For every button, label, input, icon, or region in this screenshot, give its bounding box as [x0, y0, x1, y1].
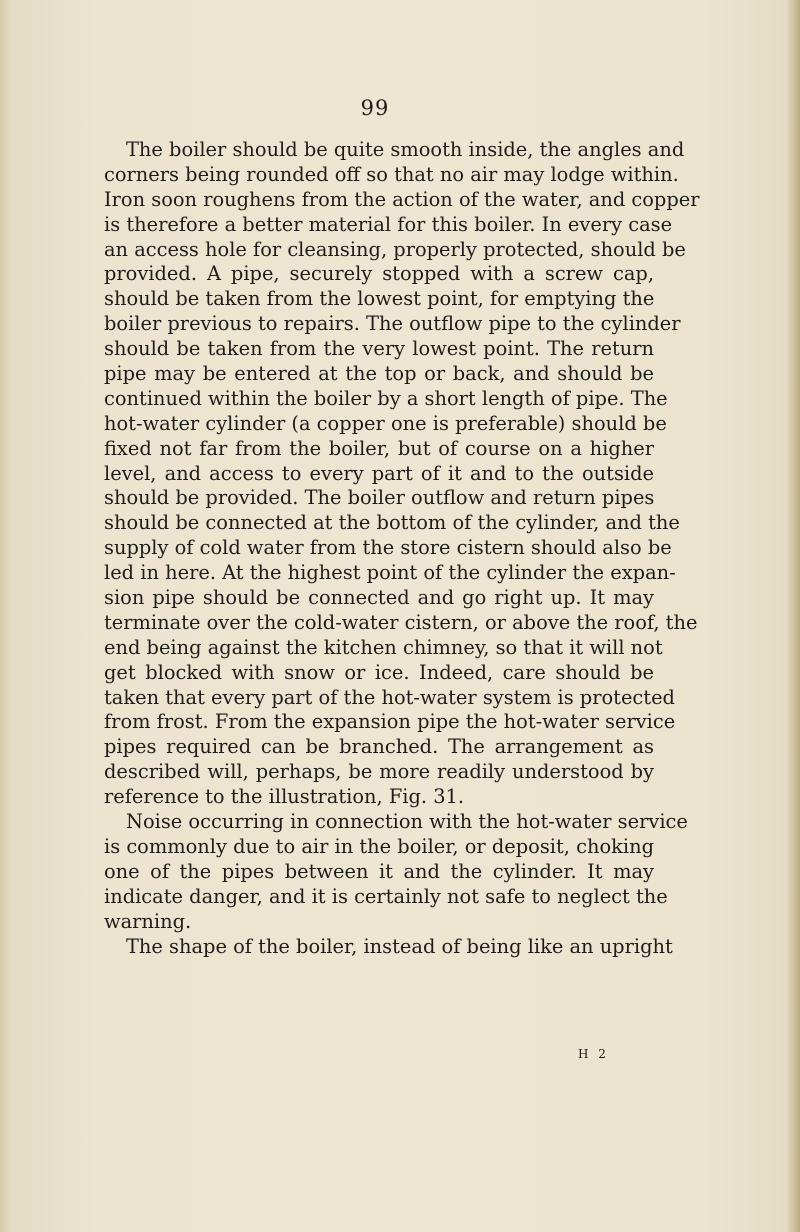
- text-line: is commonly due to air in the boiler, or deposit, choking: [104, 834, 654, 858]
- text-line: sion pipe should be connected and go right up. It may: [104, 586, 654, 610]
- page-left-edge: [0, 0, 10, 1232]
- text-line: pipes required can be branched. The arrangement as: [104, 735, 654, 759]
- paragraph-noise: [104, 810, 688, 934]
- paragraph-boiler-shape: [104, 934, 673, 960]
- text-line: supply of cold water from the store cistern should also be: [104, 536, 672, 560]
- text-line: described will, perhaps, be more readily understood by: [104, 760, 654, 784]
- text-line: fixed not far from the boiler, but of course on a higher: [104, 436, 654, 460]
- text-line: corners being rounded off so that no air may lodge within.: [104, 162, 679, 186]
- page-number: 99: [360, 96, 390, 120]
- page-right-edge: [786, 0, 800, 1232]
- text-line: provided. A pipe, securely stopped with a screw cap,: [104, 262, 654, 286]
- text-line: indicate danger, and it is certainly not safe to neglect the: [104, 884, 668, 908]
- text-line: level, and access to every part of it and to the outside: [104, 461, 654, 485]
- signature-mark: H 2: [578, 1047, 609, 1061]
- text-line: terminate over the cold-water cistern, or above the roof, the: [104, 610, 698, 634]
- text-line: Iron soon roughens from the action of the water, and copper: [104, 187, 700, 211]
- text-line: led in here. At the highest point of the cylinder the expan-: [104, 561, 676, 585]
- text-line: is therefore a better material for this boiler. In every case: [104, 212, 673, 236]
- text-line: pipe may be entered at the top or back, and should be: [104, 362, 654, 386]
- text-line: boiler previous to repairs. The outflow pipe to the cylinder: [104, 312, 681, 336]
- text-line: reference to the illustration, Fig. 31.: [104, 785, 465, 809]
- text-line: The shape of the boiler, instead of being like an upright: [126, 934, 673, 958]
- text-line: continued within the boiler by a short length of pipe. The: [104, 386, 668, 410]
- text-line: should be taken from the very lowest point. The return: [104, 337, 654, 361]
- text-line: Noise occurring in connection with the hot-water service: [126, 810, 688, 834]
- text-line: taken that every part of the hot-water system is protected: [104, 685, 675, 709]
- text-line: hot-water cylinder (a copper one is preferable) should be: [104, 411, 667, 435]
- body-text: [104, 138, 700, 959]
- text-line: should be provided. The boiler outflow and return pipes: [104, 486, 655, 510]
- text-line: from frost. From the expansion pipe the hot-water service: [104, 710, 676, 734]
- paragraph-boiler-construction: [104, 138, 700, 810]
- text-line: get blocked with snow or ice. Indeed, care should be: [104, 660, 654, 684]
- text-line: should be taken from the lowest point, for emptying the: [104, 287, 655, 311]
- text-line: an access hole for cleansing, properly protected, should be: [104, 237, 686, 261]
- text-line: end being against the kitchen chimney, so that it will not: [104, 635, 663, 659]
- text-line: should be connected at the bottom of the cylinder, and the: [104, 511, 680, 535]
- text-line: one of the pipes between it and the cylinder. It may: [104, 859, 654, 883]
- text-line: The boiler should be quite smooth inside, the angles and: [126, 138, 685, 161]
- text-line: warning.: [104, 909, 192, 933]
